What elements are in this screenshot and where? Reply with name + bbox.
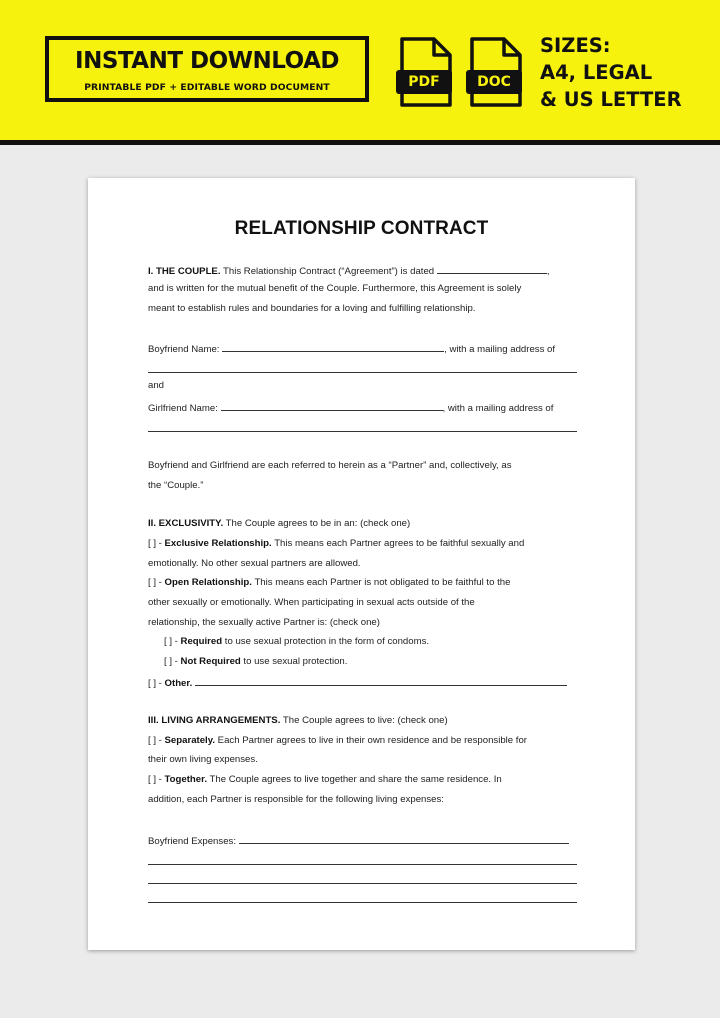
- boyfriend-expenses-blank: [239, 834, 569, 844]
- sizes-line-1: A4, LEGAL: [540, 61, 653, 84]
- section-couple-line-2: and is written for the mutual benefit of the Couple. Furthermore, this Agreement is solely: [148, 283, 522, 294]
- together-option: [ ] - Together. The Couple agrees to live together and share the same residence. In: [148, 774, 502, 785]
- checkbox-together: [ ] -: [148, 774, 165, 785]
- and-text: and: [148, 380, 165, 391]
- girlfriend-name-blank: [221, 401, 443, 411]
- doc-label: DOC: [466, 70, 522, 94]
- boyfriend-address-blank: [148, 372, 577, 373]
- sizes-line-2: & US LETTER: [540, 88, 682, 111]
- date-blank: [437, 264, 547, 274]
- pdf-label: PDF: [396, 70, 452, 94]
- other-option: [ ] - Other.: [148, 676, 578, 690]
- boyfriend-expenses-line: Boyfriend Expenses:: [148, 834, 578, 848]
- girlfriend-address-blank: [148, 431, 577, 432]
- checkbox-required: [ ] -: [164, 636, 181, 647]
- protection-required-option: [ ] - Required to use sexual protection in the form of condoms.: [164, 636, 430, 647]
- girlfriend-name-line: Girlfriend Name: , with a mailing address of: [148, 403, 554, 414]
- separately-option-line-2: their own living expenses.: [148, 754, 258, 765]
- expenses-blank-4: [148, 902, 577, 903]
- open-option: [ ] - Open Relationship. This means each Partner is not obligated to be faithful to the: [148, 577, 511, 588]
- promo-banner: [0, 0, 720, 145]
- together-option-line-2: addition, each Partner is responsible for the following living expenses:: [148, 794, 444, 805]
- section-couple-line-3: meant to establish rules and boundaries for a loving and fulfilling relationship.: [148, 303, 476, 314]
- protection-not-required-option: [ ] - Not Required to use sexual protection.: [164, 656, 348, 667]
- section-living-heading: III. LIVING ARRANGEMENTS.: [148, 715, 281, 726]
- checkbox-other: [ ] -: [148, 678, 165, 689]
- separately-option: [ ] - Separately. Each Partner agrees to live in their own residence and be responsible for: [148, 735, 527, 746]
- boyfriend-name-line: Boyfriend Name: , with a mailing address of: [148, 344, 556, 355]
- document-title: RELATIONSHIP CONTRACT: [234, 218, 489, 239]
- exclusive-option-line-2: emotionally. No other sexual partners are allowed.: [148, 558, 361, 569]
- expenses-blank-2: [148, 864, 577, 865]
- doc-file-icon: [470, 37, 532, 107]
- checkbox-open: [ ] -: [148, 577, 165, 588]
- sizes-info: [540, 32, 682, 113]
- section-exclusivity-heading: II. EXCLUSIVITY.: [148, 518, 224, 529]
- contract-page: [88, 178, 635, 950]
- banner-title: INSTANT DOWNLOAD: [75, 48, 339, 74]
- checkbox-exclusive: [ ] -: [148, 538, 165, 549]
- checkbox-not-required: [ ] -: [164, 656, 181, 667]
- exclusive-option: [ ] - Exclusive Relationship. This means each Partner agrees to be faithful sexually and: [148, 538, 525, 549]
- partner-definition-line-1: Boyfriend and Girlfriend are each referred to herein as a “Partner” and, collectively, as: [148, 460, 512, 471]
- open-option-line-3: relationship, the sexually active Partner is: (check one): [148, 617, 380, 628]
- sizes-heading: SIZES:: [540, 34, 611, 57]
- boyfriend-name-blank: [222, 342, 444, 352]
- other-blank: [195, 676, 567, 686]
- section-living-line: III. LIVING ARRANGEMENTS. The Couple agrees to live: (check one): [148, 715, 448, 726]
- section-couple-line-1: I. THE COUPLE. This Relationship Contract (“Agreement”) is dated ,: [148, 266, 550, 277]
- open-option-line-2: other sexually or emotionally. When participating in sexual acts outside of the: [148, 597, 475, 608]
- section-exclusivity-line: II. EXCLUSIVITY. The Couple agrees to be in an: (check one): [148, 518, 411, 529]
- checkbox-separately: [ ] -: [148, 735, 165, 746]
- instant-download-box: [45, 36, 369, 102]
- partner-definition-line-2: the “Couple.”: [148, 480, 204, 491]
- pdf-file-icon: [400, 37, 462, 107]
- section-couple-heading: I. THE COUPLE.: [148, 266, 221, 277]
- banner-subtitle: PRINTABLE PDF + EDITABLE WORD DOCUMENT: [84, 82, 330, 93]
- expenses-blank-3: [148, 883, 577, 884]
